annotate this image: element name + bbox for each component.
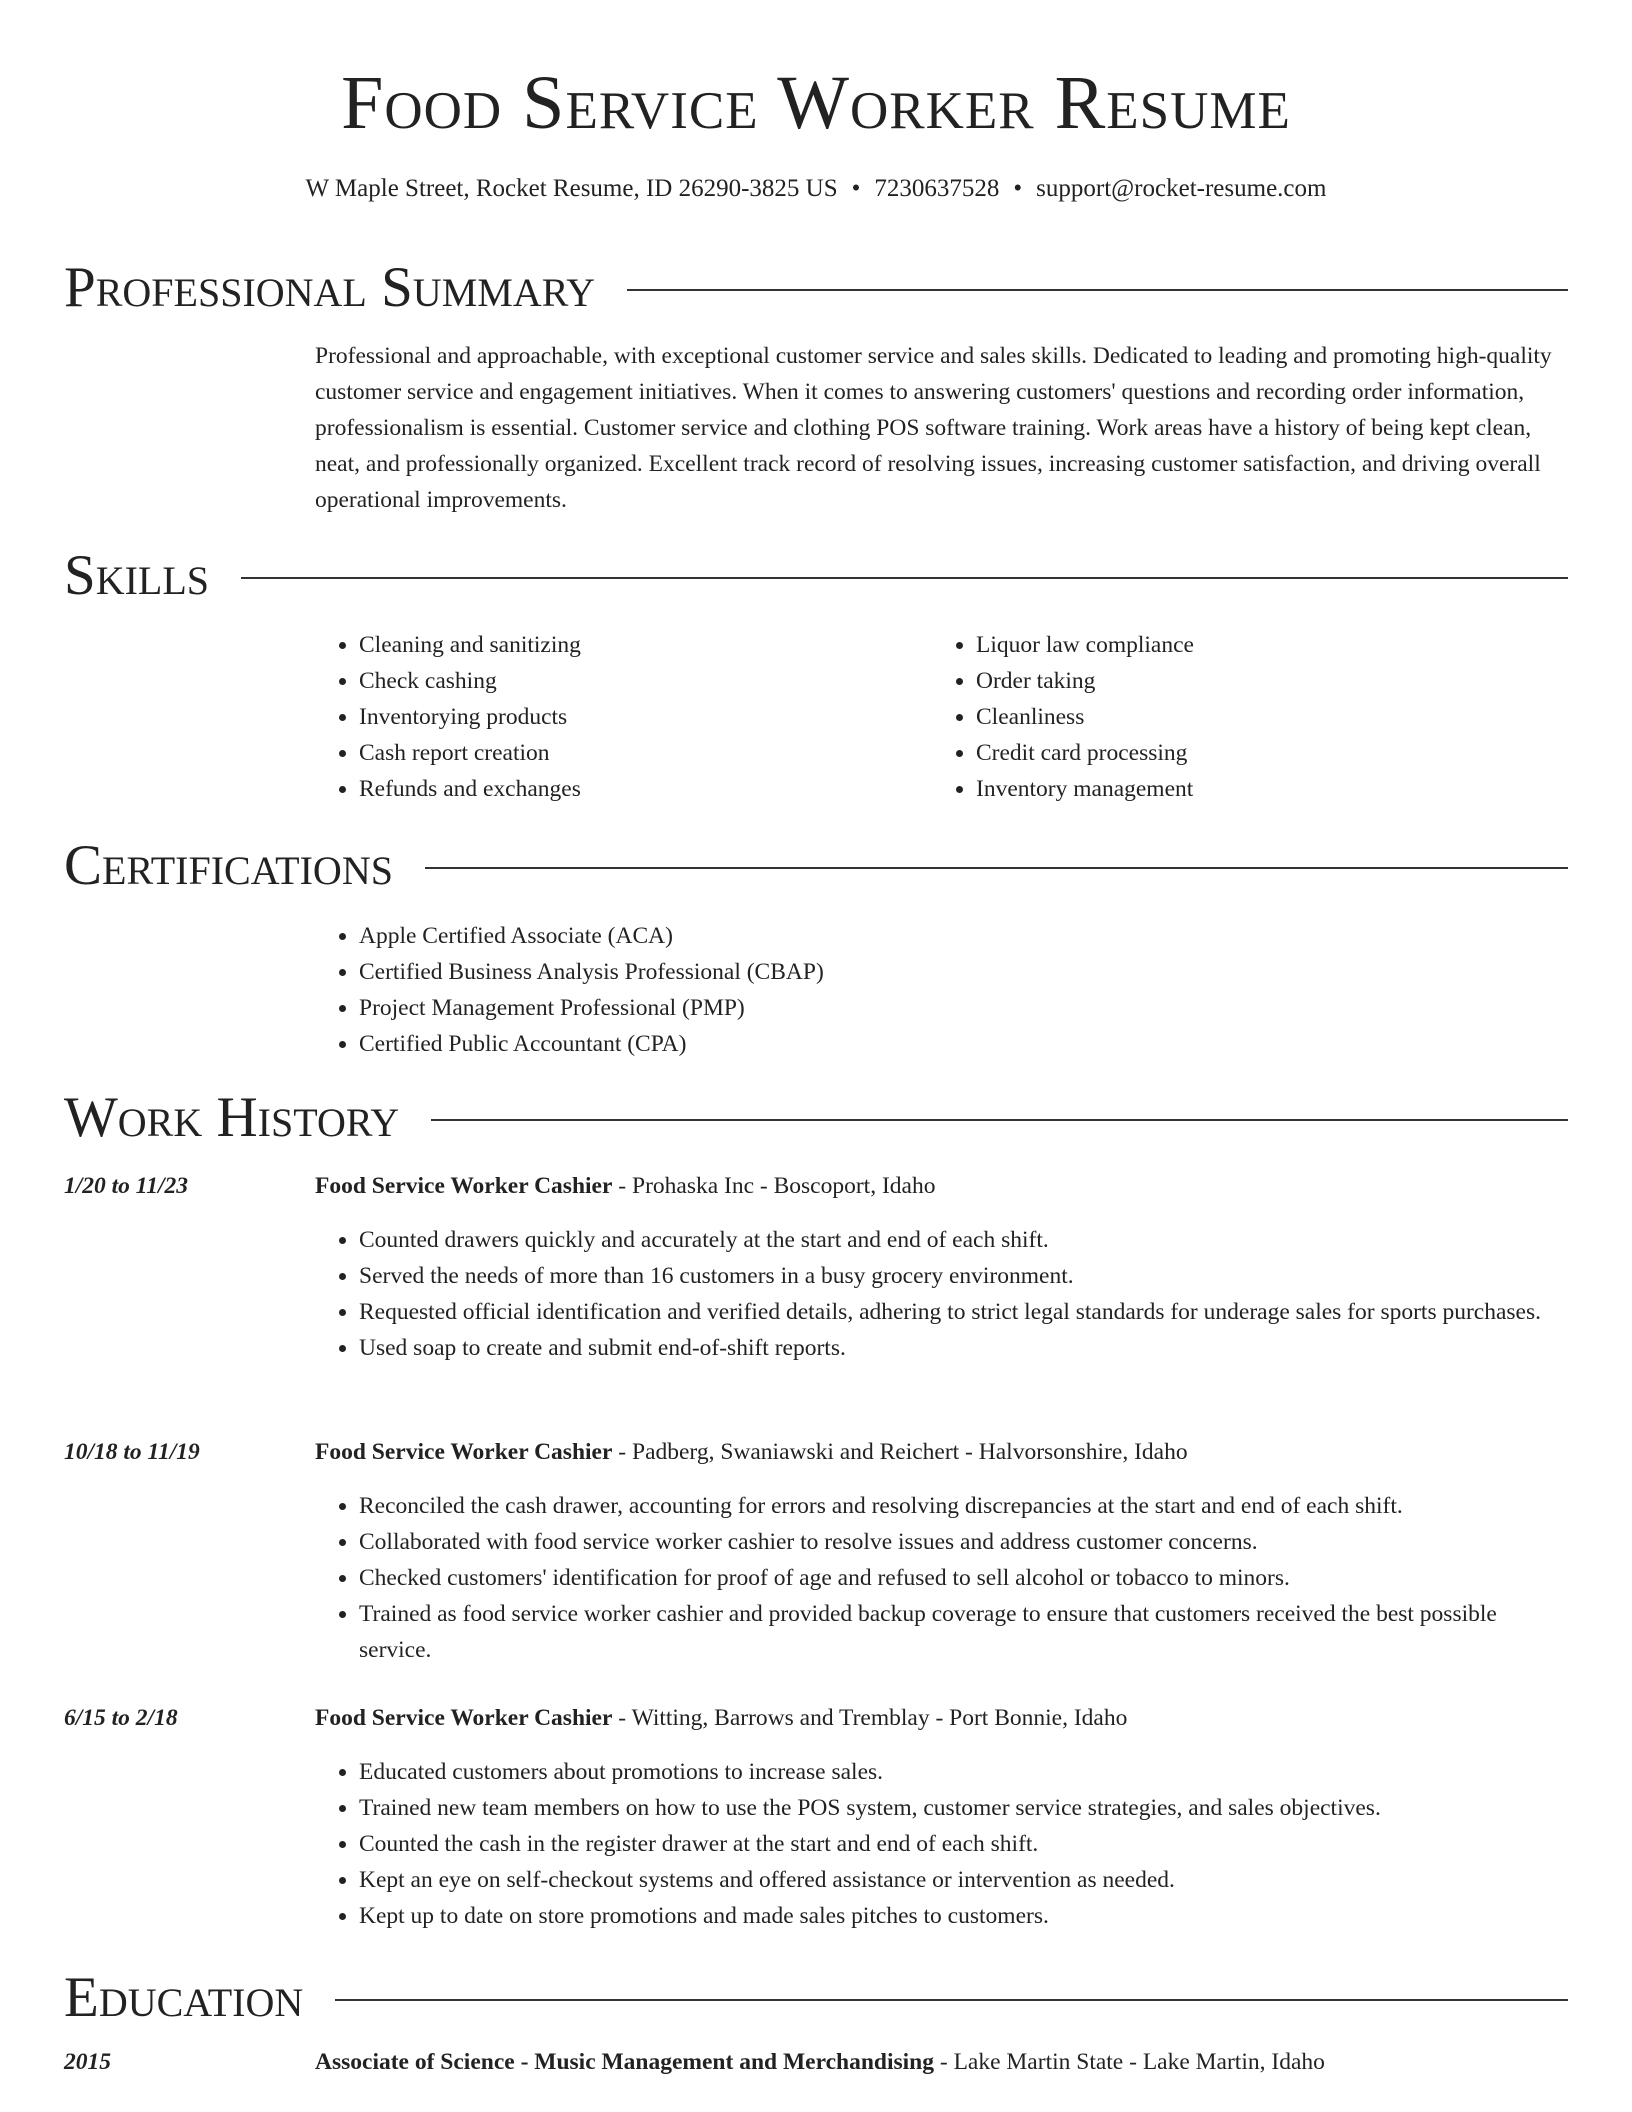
job-duty-item: • Counted drawers quickly and accurately at the start and end of each shift. xyxy=(359,1222,1568,1258)
summary-text: Professional and approachable, with exceptional customer service and sales skills. Dedicated to leading and promoting high-quality customer service and engagement initiatives. When it comes to answering customers' questions and recording order information, professionalism is essential. Customer service and clothing POS software training. Work areas have a history of being kept clean, neat, and professionally organized. Excellent track record of resolving issues, increasing customer satisfaction, and driving overall operational improvements. xyxy=(315,343,1552,513)
job-title: Food Service Worker Cashier xyxy=(315,1439,613,1465)
job-employer: - Witting, Barrows and Tremblay - Port Bonnie, Idaho xyxy=(612,1705,1128,1731)
job-duty-item: • Collaborated with food service worker cashier to resolve issues and address customer concerns. xyxy=(359,1524,1568,1560)
contact-email: support@rocket-resume.com xyxy=(1036,175,1327,202)
section-divider xyxy=(425,867,1568,869)
job-duties xyxy=(315,1222,1568,1366)
education-line xyxy=(315,2044,1568,2080)
job-title: Food Service Worker Cashier xyxy=(315,1173,613,1199)
skill-item: • Credit card processing xyxy=(976,735,1549,771)
certifications-heading: Certifications xyxy=(64,834,393,897)
skills-heading: Skills xyxy=(64,544,210,607)
job-dates: 10/18 to 11/19 xyxy=(64,1439,200,1465)
summary-section-header xyxy=(64,254,1568,322)
skill-item: • Cash report creation xyxy=(359,735,932,771)
job-duty-item: • Counted the cash in the register drawer at the start and end of each shift. xyxy=(359,1826,1568,1862)
job-employer: - Padberg, Swaniawski and Reichert - Halvorsonshire, Idaho xyxy=(612,1439,1188,1465)
work-history-section-header xyxy=(64,1084,1568,1152)
job-employer: - Prohaska Inc - Boscoport, Idaho xyxy=(612,1173,936,1199)
certification-item: • Project Management Professional (PMP) xyxy=(359,990,1568,1026)
certification-item: • Certified Business Analysis Professional (CBAP) xyxy=(359,954,1568,990)
job-duty-item: • Used soap to create and submit end-of-shift reports. xyxy=(359,1330,1568,1366)
job-duties xyxy=(315,1754,1568,1934)
job-title-line xyxy=(315,1434,1568,1470)
job-duty-item: • Trained new team members on how to use the POS system, customer service strategies, and sales objectives. xyxy=(359,1790,1568,1826)
skills-column-right xyxy=(932,627,1549,807)
job-duty-item: • Served the needs of more than 16 customers in a busy grocery environment. xyxy=(359,1258,1568,1294)
certifications-section-header xyxy=(64,832,1568,900)
work-history-heading: Work History xyxy=(64,1086,400,1149)
summary-heading: Professional Summary xyxy=(64,256,596,319)
job-title: Food Service Worker Cashier xyxy=(315,1705,613,1731)
section-divider xyxy=(241,577,1568,579)
skill-item: • Cleaning and sanitizing xyxy=(359,627,932,663)
skills-column-left xyxy=(315,627,932,807)
job-duty-item: • Requested official identification and verified details, adhering to strict legal standards for underage sales for sports purchases. xyxy=(359,1294,1568,1330)
certifications-list xyxy=(315,918,1568,1062)
job-duty-item: • Educated customers about promotions to increase sales. xyxy=(359,1754,1568,1790)
section-divider xyxy=(627,289,1568,291)
resume-title: Food Service Worker Resume xyxy=(341,61,1291,145)
education-heading: Education xyxy=(64,1966,304,2029)
job-dates: 6/15 to 2/18 xyxy=(64,1705,178,1731)
section-divider xyxy=(431,1119,1568,1121)
job-dates: 1/20 to 11/23 xyxy=(64,1173,189,1199)
job-title-line xyxy=(315,1700,1568,1736)
contact-line xyxy=(0,174,1632,204)
job-duty-item: • Kept up to date on store promotions and made sales pitches to customers. xyxy=(359,1898,1568,1934)
skill-item: • Refunds and exchanges xyxy=(359,771,932,807)
job-title-line xyxy=(315,1168,1568,1204)
contact-address: W Maple Street, Rocket Resume, ID 26290-3825 US xyxy=(305,175,838,202)
job-duty-item: • Checked customers' identification for proof of age and refused to sell alcohol or tobacco to minors. xyxy=(359,1560,1568,1596)
skill-item: • Liquor law compliance xyxy=(976,627,1549,663)
skill-item: • Check cashing xyxy=(359,663,932,699)
skill-item: • Order taking xyxy=(976,663,1549,699)
contact-phone: 7230637528 xyxy=(874,175,1000,202)
skills-section-header xyxy=(64,542,1568,610)
skill-item: • Cleanliness xyxy=(976,699,1549,735)
skills-list xyxy=(315,627,1568,807)
contact-separator: • xyxy=(851,175,861,202)
job-duty-item: • Kept an eye on self-checkout systems and offered assistance or intervention as needed. xyxy=(359,1862,1568,1898)
education-section-header xyxy=(64,1964,1568,2032)
skill-item: • Inventorying products xyxy=(359,699,932,735)
job-duty-item: • Reconciled the cash drawer, accounting for errors and resolving discrepancies at the start and end of each shift. xyxy=(359,1488,1568,1524)
contact-separator: • xyxy=(1013,175,1023,202)
certification-item: • Apple Certified Associate (ACA) xyxy=(359,918,1568,954)
certification-item: • Certified Public Accountant (CPA) xyxy=(359,1026,1568,1062)
education-degree: Associate of Science - Music Management and Merchandising xyxy=(315,2049,934,2075)
education-school: - Lake Martin State - Lake Martin, Idaho xyxy=(934,2049,1325,2075)
section-divider xyxy=(335,1999,1568,2001)
skill-item: • Inventory management xyxy=(976,771,1549,807)
education-year: 2015 xyxy=(64,2049,111,2075)
job-duty-item: • Trained as food service worker cashier and provided backup coverage to ensure that customers received the best possible service. xyxy=(359,1596,1568,1668)
job-duties xyxy=(315,1488,1568,1668)
